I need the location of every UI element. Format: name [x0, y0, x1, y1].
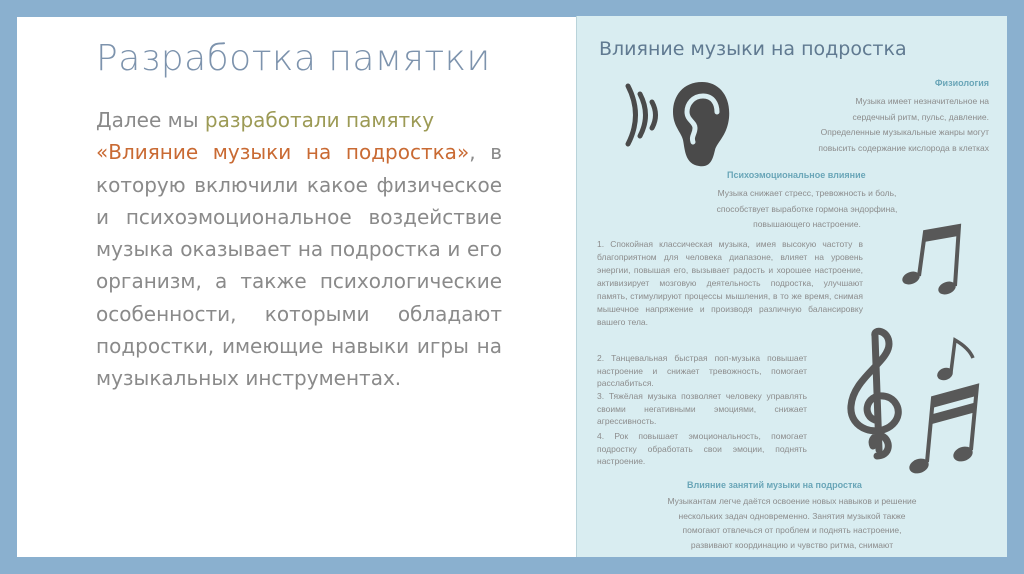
leaflet-item-1: 1. Спокойная классическая музыка, имея высокую частоту в благоприятном для человека диапазоне, влияет на уровень энергии, повышая его, вызывает радость и хорошее настроение, активизирует мозговую деятельность подростка, улучшают память, стимулируют процессы мышления, в то же время, снимая мышечное напряжение и производя различную балансировку вашего тела.	[597, 239, 863, 327]
body-text-part: , в которую включили какое физическое и психоэмоциональное воздействие музыка оказывает на подростка и его организм, а также психологические особенности, которыми обладают подростки, имеющие навыки игры на музыкальных инструментах.	[96, 140, 502, 391]
leaflet-image	[576, 16, 1007, 557]
lessons-heading: Влияние занятий музыки на подростка	[687, 480, 862, 490]
slide-body-text	[96, 104, 502, 395]
text-line: способствует выработке гормона эндорфина,	[716, 203, 898, 214]
body-text-highlight: разработали памятку	[204, 108, 435, 132]
slide-title: Разработка памятки	[96, 38, 491, 79]
text-line: развивают координацию и чувство ритма, снимают	[690, 539, 894, 550]
text-line: сердечный ритм, пульс, давление.	[852, 111, 989, 122]
text-line: повысить содержание кислорода в клетках	[818, 142, 989, 153]
leaflet-item-2: 2. Танцевальная быстрая поп-музыка повышает настроение и снижает тревожность, помогает расслабиться.	[597, 353, 807, 388]
text-line: Определенные музыкальные жанры могут	[820, 127, 989, 137]
lessons-text	[597, 494, 987, 552]
leaflet-title: Влияние музыки на подростка	[599, 38, 907, 60]
text-line: Музыка снижает стресс, тревожность и боль,	[717, 188, 897, 198]
physiology-heading: Физиология	[934, 78, 989, 88]
music-notes-icon	[895, 218, 967, 300]
beamed-notes-icon	[899, 334, 989, 484]
psycho-heading: Психоэмоциональное влияние	[727, 170, 866, 180]
sound-waves-icon	[607, 80, 667, 150]
physiology-text	[739, 94, 989, 156]
text-line: помогают отвлечься от проблем и поднять настроение,	[682, 525, 902, 535]
text-line: Музыка имеет незначительное на	[855, 96, 989, 106]
body-text-leaflet-name: «Влияние музыки на подростка»	[96, 140, 470, 165]
text-line: повышающего настроение.	[753, 219, 861, 229]
ear-icon	[669, 78, 735, 170]
text-line: нескольких задач одновременно. Занятия музыкой также	[678, 510, 906, 521]
body-text-part: Далее мы	[96, 108, 205, 132]
leaflet-item-4: 4. Рок повышает эмоциональность, помогает подростку обработать свои эмоции, поднять настроение.	[597, 431, 807, 466]
leaflet-item-3: 3. Тяжёлая музыка позволяет человеку управлять своими негативными эмоциями, снижает агрессивность.	[597, 391, 807, 426]
text-line: Музыкантам легче даётся освоение новых навыков и решение	[667, 496, 917, 506]
